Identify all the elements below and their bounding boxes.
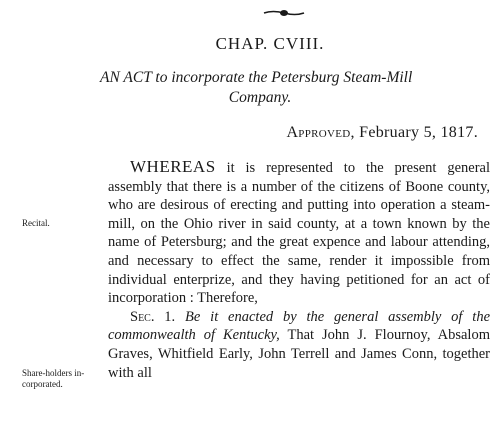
enacting-clause: Be it enacted by the general assembly of the commonwealth of Kentucky, bbox=[108, 308, 491, 344]
chapter-heading: CHAP. CVIII. bbox=[215, 34, 325, 53]
preamble-paragraph bbox=[108, 158, 490, 308]
act-title bbox=[100, 68, 500, 108]
whereas-word: WHEREAS bbox=[130, 157, 216, 176]
section-text: That John J. Flournoy, Absalom Graves, Whitfield Early, John Terrell and James Conn, together with all bbox=[108, 327, 490, 381]
act-title-line-1: AN ACT to incorporate the Petersburg Steam-Mill bbox=[100, 69, 413, 86]
act-body bbox=[108, 158, 490, 382]
margin-note-share-holders: Share-holders in-corporated. bbox=[22, 368, 85, 389]
section-1-paragraph bbox=[108, 308, 490, 382]
approval-date bbox=[286, 124, 478, 142]
printers-ornament-icon bbox=[262, 8, 306, 18]
approved-label: Approved, bbox=[286, 124, 355, 141]
act-title-line-2: Company. bbox=[228, 89, 292, 106]
margin-note-recital: Recital. bbox=[22, 218, 50, 228]
approved-date: February 5, 1817. bbox=[359, 124, 478, 141]
preamble-text: it is represented to the present general assembly that there is a number of the citizens of Boone county, who are desirous of erecting and putting into operation a steam-mill, on the Ohio river in said county, at a town known by the name of Petersburg; and the great expence and labour attending, and necessary to effect the same, render it impossible from individual enterprize, and they having petitioned for an act of incorporation : Therefore, bbox=[108, 160, 490, 307]
section-label: Sec. 1. bbox=[130, 308, 176, 325]
